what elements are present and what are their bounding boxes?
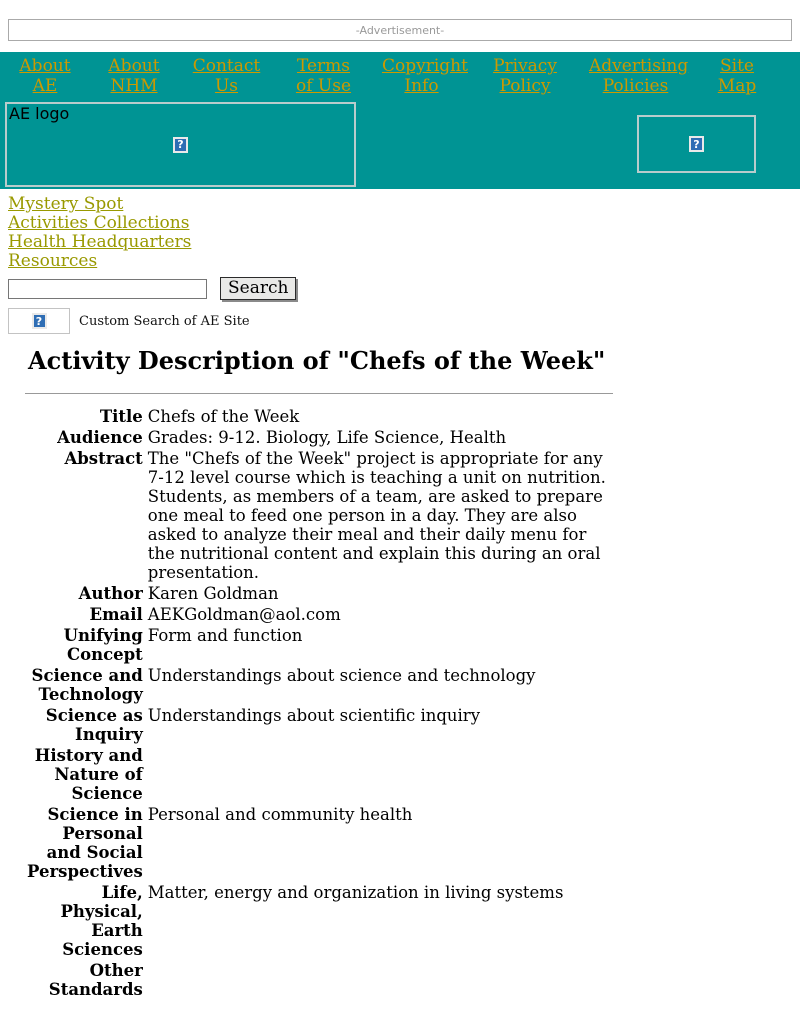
row-label: Abstract	[64, 449, 143, 468]
advertisement-label: -Advertisement-	[355, 23, 445, 37]
broken-image-icon: ?	[173, 137, 188, 153]
row-value: Understandings about science and technology	[147, 666, 536, 685]
table-row-science-as-inquiry	[27, 706, 611, 744]
row-value: Grades: 9-12. Biology, Life Science, Health	[147, 428, 507, 447]
broken-image-icon: ?	[32, 313, 47, 329]
top-navigation-band	[0, 52, 800, 189]
ae-logo-broken-image[interactable]	[5, 102, 356, 187]
row-value: Matter, energy and organization in living systems	[147, 883, 564, 902]
table-row-author	[27, 584, 611, 603]
table-row-science-and-technology	[27, 666, 611, 704]
search-button[interactable]: Search	[220, 277, 296, 300]
broken-image-icon: ?	[689, 136, 704, 152]
divider	[25, 393, 613, 394]
row-value: Chefs of the Week	[147, 407, 300, 426]
custom-search-row	[8, 308, 800, 334]
table-row-other-standards	[27, 961, 611, 999]
row-label: History and Nature of Science	[34, 746, 143, 803]
nav-link-copyright-info[interactable]: Copyright Info	[382, 56, 468, 96]
link-health-headquarters[interactable]: Health Headquarters	[8, 232, 192, 252]
row-label: Science as Inquiry	[45, 706, 143, 744]
row-value	[145, 961, 611, 999]
page-title: Activity Description of "Chefs of the Week"	[28, 346, 606, 375]
row-value: Form and function	[147, 626, 303, 645]
row-label: Other Standards	[48, 961, 143, 999]
row-label: Science in Personal and Social Perspectives	[27, 805, 143, 881]
row-label: Title	[99, 407, 143, 426]
table-row-audience	[27, 428, 611, 447]
table-row-title	[27, 407, 611, 426]
row-value: Personal and community health	[147, 805, 413, 824]
search-input[interactable]	[8, 279, 207, 299]
table-row-email	[27, 605, 611, 624]
link-resources[interactable]: Resources	[8, 251, 98, 271]
nav-link-site-map[interactable]: Site Map	[717, 56, 757, 96]
table-row-abstract	[27, 449, 611, 582]
table-row-life-physical-earth-sciences	[27, 883, 611, 959]
row-label: Life, Physical, Earth Sciences	[60, 883, 143, 959]
row-label: Email	[89, 605, 143, 624]
custom-search-broken-image[interactable]	[8, 308, 70, 334]
advertisement-banner	[8, 19, 792, 41]
banner-broken-image[interactable]	[637, 115, 756, 173]
table-row-history-and-nature-of-science	[27, 746, 611, 803]
table-row-science-in-personal-and-social-perspectives	[27, 805, 611, 881]
row-value: The "Chefs of the Week" project is appropriate for any 7-12 level course which is teaching a unit on nutrition. Students, as members of a team, are asked to prepare one meal to feed one person in a day. They are also asked to analyze their meal and their daily menu for the nutritional content and explain this during an oral presentation.	[147, 449, 606, 582]
row-value: AEKGoldman@aol.com	[147, 605, 341, 624]
nav-link-advertising-policies[interactable]: Advertising Policies	[589, 56, 689, 96]
row-label: Author	[78, 584, 143, 603]
table-row-unifying-concept	[27, 626, 611, 664]
activity-description-table	[25, 405, 613, 1001]
nav-link-terms-of-use[interactable]: Terms of Use	[295, 56, 352, 96]
search-form	[8, 277, 800, 300]
row-label: Audience	[57, 428, 143, 447]
top-nav-links	[0, 52, 800, 96]
row-value	[145, 746, 611, 803]
nav-link-contact-us[interactable]: Contact Us	[192, 56, 261, 96]
link-activities-collections[interactable]: Activities Collections	[8, 213, 190, 233]
row-value: Understandings about scientific inquiry	[147, 706, 481, 725]
row-label: Science and Technology	[31, 666, 143, 704]
custom-search-label: Custom Search of AE Site	[79, 313, 250, 329]
main-content	[25, 346, 613, 1001]
nav-link-about-nhm[interactable]: About NHM	[108, 56, 160, 96]
quick-links	[8, 195, 800, 271]
row-value: Karen Goldman	[147, 584, 279, 603]
row-label: Unifying Concept	[63, 626, 143, 664]
ae-logo-alt-text: AE logo	[9, 104, 70, 123]
nav-link-privacy-policy[interactable]: Privacy Policy	[493, 56, 557, 96]
link-mystery-spot[interactable]: Mystery Spot	[8, 194, 124, 214]
nav-link-about-ae[interactable]: About AE	[19, 56, 71, 96]
